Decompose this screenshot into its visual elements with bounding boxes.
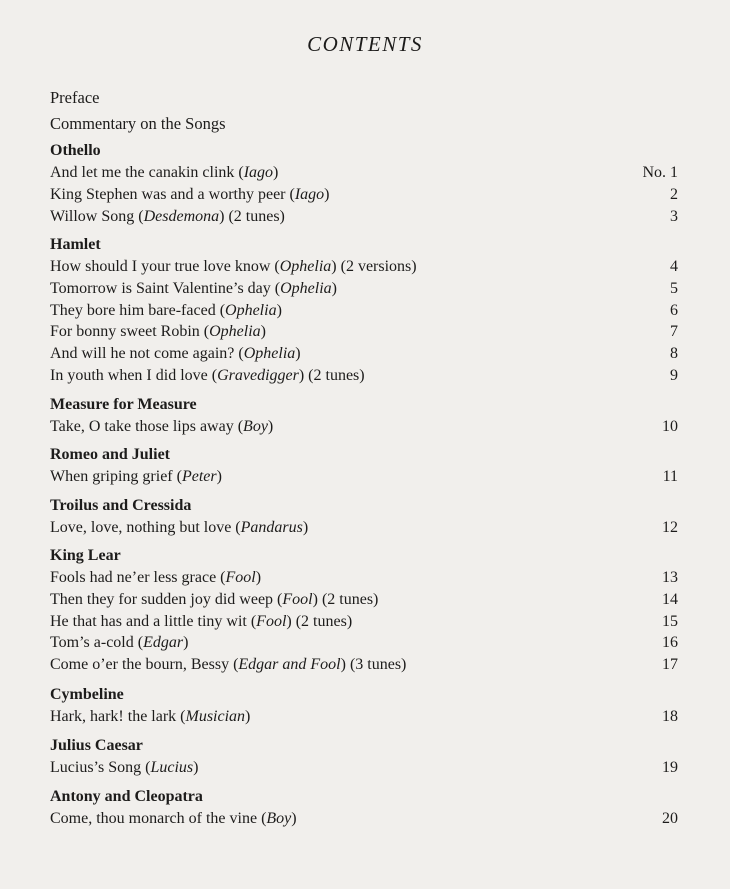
character-name: Ophelia — [243, 345, 296, 363]
character-name: Boy — [266, 810, 292, 827]
play-heading: King Lear — [50, 547, 121, 564]
song-number: No. 1 — [642, 164, 678, 181]
song-entry — [50, 468, 678, 490]
song-number: 5 — [670, 279, 678, 297]
song-entry — [50, 656, 678, 678]
song-entry — [50, 367, 678, 389]
play-heading: Romeo and Juliet — [50, 446, 170, 463]
song-title: Come o’er the bourn, Bessy (Edgar and Fool) (3 tunes) — [50, 656, 407, 674]
song-number: 12 — [662, 519, 678, 536]
song-entry — [50, 258, 678, 280]
character-name: Ophelia — [279, 258, 332, 275]
song-title: He that has and a little tiny wit (Fool) (2 tunes) — [50, 612, 353, 630]
song-number: 9 — [670, 367, 678, 384]
song-number: 2 — [670, 185, 678, 203]
song-number: 15 — [662, 612, 678, 630]
song-number: 3 — [670, 207, 678, 225]
play-heading: Antony and Cleopatra — [50, 788, 203, 805]
song-title: Fools had ne’er less grace (Fool) — [50, 569, 262, 586]
character-name: Fool — [282, 590, 313, 608]
song-title: Hark, hark! the lark (Musician) — [50, 708, 251, 725]
play-heading: Hamlet — [50, 236, 101, 253]
play-heading: Measure for Measure — [50, 396, 197, 413]
song-entry — [50, 519, 678, 541]
front-matter-item: Preface — [50, 88, 100, 107]
song-title: Lucius’s Song (Lucius) — [50, 759, 199, 776]
song-entry — [50, 186, 678, 208]
character-name: Iago — [294, 185, 325, 203]
song-title: Take, O take those lips away (Boy) — [50, 418, 274, 435]
song-title: And will he not come again? (Ophelia) — [50, 345, 301, 363]
song-number: 14 — [662, 590, 678, 608]
character-name: Fool — [225, 569, 256, 586]
play-heading: Cymbeline — [50, 686, 124, 703]
character-name: Boy — [243, 418, 268, 435]
song-number: 16 — [662, 634, 678, 652]
song-title: Tomorrow is Saint Valentine’s day (Ophelia) — [50, 279, 337, 297]
song-title: When griping grief (Peter) — [50, 468, 222, 485]
song-number: 20 — [662, 810, 678, 827]
song-entry — [50, 759, 678, 781]
character-name: Fool — [256, 612, 287, 630]
character-name: Peter — [181, 468, 217, 485]
song-number: 18 — [662, 708, 678, 725]
character-name: Desdemona — [143, 207, 220, 225]
song-title: In youth when I did love (Gravedigger) (2 tunes) — [50, 367, 365, 384]
character-name: Ophelia — [280, 279, 332, 297]
character-name: Iago — [243, 164, 274, 181]
song-number: 11 — [662, 468, 678, 485]
song-title: Come, thou monarch of the vine (Boy) — [50, 810, 297, 827]
character-name: Musician — [185, 708, 246, 725]
play-heading: Julius Caesar — [50, 737, 143, 754]
play-heading: Othello — [50, 142, 101, 159]
song-entry — [50, 418, 678, 440]
song-title: They bore him bare-faced (Ophelia) — [50, 301, 282, 319]
song-number: 7 — [670, 323, 678, 341]
character-name: Ophelia — [209, 323, 261, 341]
song-entry — [50, 164, 678, 186]
song-number: 8 — [670, 345, 678, 363]
character-name: Edgar and Fool — [238, 656, 341, 674]
song-number: 13 — [662, 569, 678, 586]
character-name: Pandarus — [240, 519, 303, 536]
song-title: Willow Song (Desdemona) (2 tunes) — [50, 207, 285, 225]
song-entry — [50, 708, 678, 730]
song-entry — [50, 345, 678, 367]
page-title: CONTENTS — [307, 32, 423, 56]
song-entry — [50, 323, 678, 345]
song-title: And let me the canakin clink (Iago) — [50, 164, 279, 181]
song-title: Tom’s a-cold (Edgar) — [50, 634, 189, 652]
song-number: 6 — [670, 301, 678, 319]
song-number: 4 — [670, 258, 678, 275]
song-title: Then they for sudden joy did weep (Fool) (2 tunes) — [50, 590, 379, 608]
song-entry — [50, 208, 678, 230]
character-name: Edgar — [143, 634, 184, 652]
song-number: 19 — [662, 759, 678, 776]
song-title: King Stephen was and a worthy peer (Iago) — [50, 185, 330, 203]
song-number: 10 — [662, 418, 678, 435]
song-title: Love, love, nothing but love (Pandarus) — [50, 519, 309, 536]
song-entry — [50, 569, 678, 591]
character-name: Ophelia — [225, 301, 277, 319]
song-title: How should I your true love know (Ophelia) (2 versions) — [50, 258, 417, 275]
song-entry — [50, 280, 678, 302]
song-entry — [50, 634, 678, 656]
song-title: For bonny sweet Robin (Ophelia) — [50, 323, 266, 341]
song-entry — [50, 613, 678, 635]
character-name: Lucius — [150, 759, 194, 776]
song-entry — [50, 591, 678, 613]
front-matter-item: Commentary on the Songs — [50, 114, 226, 133]
song-number: 17 — [662, 656, 678, 674]
song-entry — [50, 810, 678, 832]
play-heading: Troilus and Cressida — [50, 497, 192, 514]
song-entry — [50, 302, 678, 324]
character-name: Gravedigger — [217, 367, 299, 384]
